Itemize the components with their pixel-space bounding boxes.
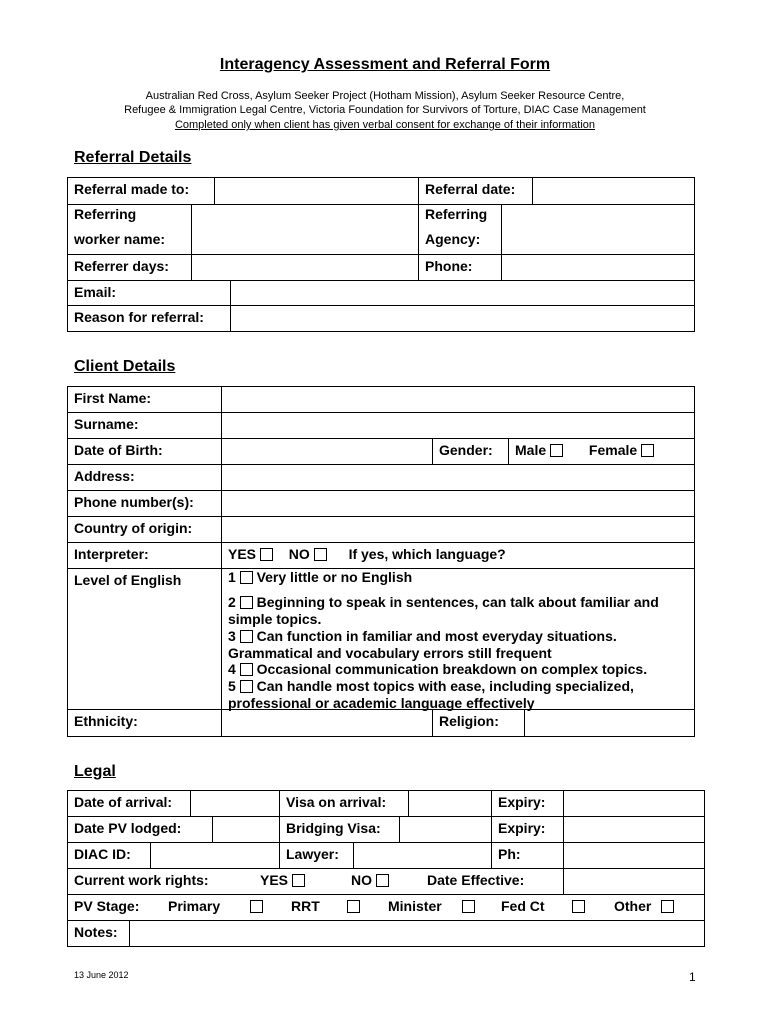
interpreter-no-checkbox[interactable] xyxy=(314,548,327,561)
referring-worker-label-1: Referring xyxy=(74,206,137,222)
reason-field[interactable] xyxy=(231,306,695,332)
surname-field[interactable] xyxy=(222,413,695,439)
interpreter-yes-checkbox[interactable] xyxy=(260,548,273,561)
pv-stage-label: PV Stage: xyxy=(74,898,140,914)
ethnicity-field[interactable] xyxy=(222,710,433,737)
agencies-line-2: Refugee & Immigration Legal Centre, Victoria Foundation for Survivors of Torture, DIAC Case Management xyxy=(124,104,646,116)
referring-agency-field[interactable] xyxy=(502,205,695,255)
interpreter-yes-label: YES xyxy=(228,546,257,562)
bridging-field[interactable] xyxy=(400,817,492,843)
pv-stage-rrt-checkbox[interactable] xyxy=(347,900,360,913)
interpreter-no-label: NO xyxy=(288,546,310,562)
work-rights-row xyxy=(68,869,564,895)
referrer-phone-field[interactable] xyxy=(502,255,695,281)
religion-field[interactable] xyxy=(525,710,695,737)
english-level-5[interactable]: 5 Can handle most topics with ease, including specialized, professional or academic language effectively xyxy=(228,678,634,711)
expiry-field-1[interactable] xyxy=(564,791,705,817)
english-level-3-checkbox[interactable] xyxy=(240,630,253,643)
pv-stage-minister: Minister xyxy=(388,898,442,914)
interpreter-options xyxy=(222,543,695,569)
client-table xyxy=(67,386,695,737)
referring-agency-label xyxy=(419,205,502,255)
arrival-field[interactable] xyxy=(191,791,280,817)
legal-heading: Legal xyxy=(74,763,116,780)
ph-label: Ph: xyxy=(492,843,564,869)
work-rights-yes-checkbox[interactable] xyxy=(292,874,305,887)
referring-worker-label xyxy=(68,205,192,255)
referral-heading: Referral Details xyxy=(74,149,192,166)
arrival-label: Date of arrival: xyxy=(68,791,191,817)
referring-worker-label-2: worker name: xyxy=(74,231,166,247)
work-rights-no-checkbox[interactable] xyxy=(376,874,389,887)
date-effective-label: Date Effective: xyxy=(427,872,525,888)
english-level-label: Level of English xyxy=(68,569,222,710)
diac-label: DIAC ID: xyxy=(68,843,151,869)
phone-field[interactable] xyxy=(222,491,695,517)
gender-female-checkbox[interactable] xyxy=(641,444,654,457)
email-label: Email: xyxy=(68,281,231,306)
gender-male-checkbox[interactable] xyxy=(550,444,563,457)
referrer-days-label: Referrer days: xyxy=(68,255,192,281)
visa-field[interactable] xyxy=(409,791,492,817)
referral-date-label: Referral date: xyxy=(419,178,533,205)
legal-table xyxy=(67,790,705,947)
work-rights-no: NO xyxy=(351,871,389,889)
first-name-field[interactable] xyxy=(222,387,695,413)
referral-date-field[interactable] xyxy=(533,178,695,205)
agencies-line-1: Australian Red Cross, Asylum Seeker Project (Hotham Mission), Asylum Seeker Resource Centre, xyxy=(145,90,625,102)
english-level-5-checkbox[interactable] xyxy=(240,680,253,693)
page-number: 1 xyxy=(689,970,696,984)
referral-made-to-field[interactable] xyxy=(215,178,419,205)
pv-stage-row xyxy=(68,895,705,921)
english-level-4[interactable]: 4 Occasional communication breakdown on complex topics. xyxy=(228,661,648,677)
pv-stage-fedct: Fed Ct xyxy=(501,898,545,914)
notes-field[interactable] xyxy=(130,921,705,947)
pv-lodged-label: Date PV lodged: xyxy=(68,817,213,843)
client-heading: Client Details xyxy=(74,358,176,375)
bridging-label: Bridging Visa: xyxy=(280,817,400,843)
form-title: Interagency Assessment and Referral Form xyxy=(219,56,551,73)
lawyer-field[interactable] xyxy=(354,843,492,869)
lawyer-label: Lawyer: xyxy=(280,843,354,869)
gender-male-label: Male xyxy=(515,442,547,458)
gender-female-label: Female xyxy=(588,442,638,458)
gender-options xyxy=(509,439,695,465)
expiry-field-2[interactable] xyxy=(564,817,705,843)
work-rights-label: Current work rights: xyxy=(74,872,209,888)
referring-agency-label-1: Referring xyxy=(425,206,488,222)
pv-stage-minister-checkbox[interactable] xyxy=(462,900,475,913)
phone-label: Phone number(s): xyxy=(68,491,222,517)
surname-label: Surname: xyxy=(68,413,222,439)
ethnicity-label: Ethnicity: xyxy=(68,710,222,737)
referral-table xyxy=(67,177,695,332)
pv-stage-rrt: RRT xyxy=(291,898,320,914)
expiry-label-1: Expiry: xyxy=(492,791,564,817)
pv-lodged-field[interactable] xyxy=(213,817,280,843)
english-level-1[interactable]: 1 Very little or no English xyxy=(228,569,413,585)
gender-label: Gender: xyxy=(433,439,509,465)
address-field[interactable] xyxy=(222,465,695,491)
visa-label: Visa on arrival: xyxy=(280,791,409,817)
english-level-options xyxy=(222,569,695,710)
referral-made-to-label: Referral made to: xyxy=(68,178,215,205)
english-level-2-checkbox[interactable] xyxy=(240,596,253,609)
diac-field[interactable] xyxy=(151,843,280,869)
country-field[interactable] xyxy=(222,517,695,543)
pv-stage-other: Other xyxy=(614,898,652,914)
english-level-1-checkbox[interactable] xyxy=(240,571,253,584)
address-label: Address: xyxy=(68,465,222,491)
country-label: Country of origin: xyxy=(68,517,222,543)
english-level-2[interactable]: 2 Beginning to speak in sentences, can talk about familiar and simple topics. xyxy=(228,594,659,627)
ph-field[interactable] xyxy=(564,843,705,869)
date-effective-field[interactable] xyxy=(564,869,705,895)
pv-stage-primary: Primary xyxy=(168,898,221,914)
first-name-label: First Name: xyxy=(68,387,222,413)
footer-date: 13 June 2012 xyxy=(74,970,129,980)
pv-stage-fedct-checkbox[interactable] xyxy=(572,900,585,913)
english-level-3[interactable]: 3 Can function in familiar and most everyday situations. Grammatical and vocabulary errors still frequent xyxy=(228,628,617,661)
referring-worker-field[interactable] xyxy=(192,205,419,255)
dob-label: Date of Birth: xyxy=(68,439,222,465)
consent-note: Completed only when client has given verbal consent for exchange of their information xyxy=(174,119,596,131)
email-field[interactable] xyxy=(231,281,695,306)
referrer-phone-label: Phone: xyxy=(419,255,502,281)
expiry-label-2: Expiry: xyxy=(492,817,564,843)
interpreter-label: Interpreter: xyxy=(68,543,222,569)
pv-stage-primary-checkbox[interactable] xyxy=(250,900,263,913)
religion-label: Religion: xyxy=(433,710,525,737)
referring-agency-label-2: Agency: xyxy=(425,231,481,247)
notes-label: Notes: xyxy=(68,921,130,947)
language-label: If yes, which language? xyxy=(348,546,506,562)
pv-stage-other-checkbox[interactable] xyxy=(661,900,674,913)
dob-field[interactable] xyxy=(222,439,433,465)
referrer-days-field[interactable] xyxy=(192,255,419,281)
english-level-4-checkbox[interactable] xyxy=(240,663,253,676)
reason-label: Reason for referral: xyxy=(68,306,231,332)
work-rights-yes: YES xyxy=(260,871,305,889)
